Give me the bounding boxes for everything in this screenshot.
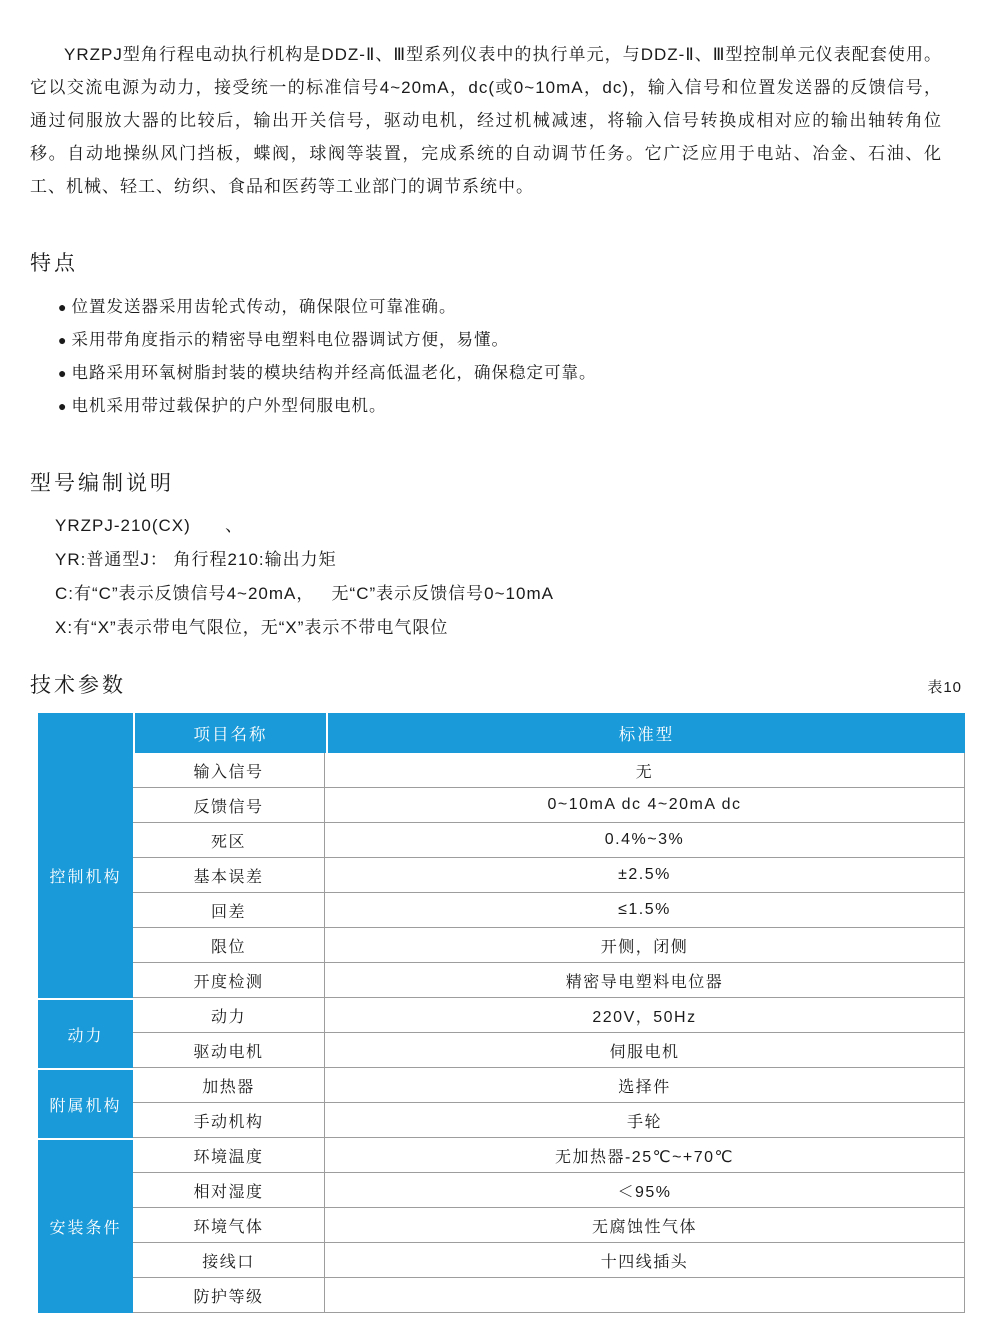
table-row bbox=[133, 893, 965, 928]
bullet-icon: ● bbox=[58, 398, 68, 414]
table-row bbox=[133, 858, 965, 893]
features-title: 特点 bbox=[30, 252, 78, 275]
spec-table-group-column bbox=[38, 713, 133, 1313]
spec-table-rows bbox=[133, 713, 965, 1313]
table-row bbox=[133, 1173, 965, 1208]
features-list bbox=[58, 291, 1000, 423]
table-row bbox=[133, 963, 965, 998]
row-label: 防护等级 bbox=[193, 1288, 264, 1306]
feature-item bbox=[58, 357, 1000, 390]
row-label: 加热器 bbox=[202, 1078, 255, 1096]
model-line: YRZPJ-210(CX) 、 bbox=[55, 516, 244, 535]
row-value: 无加热器-25℃~+70℃ bbox=[324, 1138, 964, 1172]
table-row bbox=[133, 753, 965, 788]
table-row bbox=[133, 1278, 965, 1313]
row-label: 输入信号 bbox=[193, 763, 264, 781]
table-row bbox=[133, 1033, 965, 1068]
row-label: 回差 bbox=[210, 903, 246, 921]
intro-paragraph: YRZPJ型角行程电动执行机构是DDZ-Ⅱ、Ⅲ型系列仪表中的执行单元，与DDZ-Ⅱ、Ⅲ型控制单元仪表配套使用。它以交流电源为动力，接受统一的标准信号4~20mA，dc(或0~10mA，dc)，输入信号和位置发送器的反馈信号，通过伺服放大器的比较后，输出开关信号，驱动电机，经过机械减速，将输入信号转换成相对应的输出轴转角位移。自动地操纵风门挡板，蝶阀，球阀等装置，完成系统的自动调节任务。它广泛应用于电站、冶金、石油、化工、机械、轻工、纺织、食品和医药等工业部门的调节系统中。 bbox=[30, 45, 942, 196]
row-label: 死区 bbox=[210, 833, 246, 851]
row-value: 0.4%~3% bbox=[324, 823, 964, 857]
row-label: 开度检测 bbox=[193, 973, 264, 991]
bullet-icon: ● bbox=[58, 332, 68, 348]
row-value: 手轮 bbox=[324, 1103, 964, 1137]
row-value: 无 bbox=[324, 753, 964, 787]
row-value: 无腐蚀性气体 bbox=[324, 1208, 964, 1242]
model-line: X:有“X”表示带电气限位，无“X”表示不带电气限位 bbox=[55, 618, 449, 637]
feature-text: 电机采用带过载保护的户外型伺服电机。 bbox=[71, 397, 387, 415]
group-label-control-mechanism: 控制机构 bbox=[49, 869, 122, 886]
table-row bbox=[133, 1068, 965, 1103]
row-value bbox=[324, 1278, 964, 1312]
table-number: 表10 bbox=[927, 679, 962, 696]
bullet-icon: ● bbox=[58, 299, 68, 315]
model-coding-title: 型号编制说明 bbox=[30, 472, 174, 495]
row-label: 相对湿度 bbox=[193, 1183, 264, 1201]
feature-text: 位置发送器采用齿轮式传动，确保限位可靠准确。 bbox=[71, 298, 457, 316]
table-row bbox=[133, 1138, 965, 1173]
table-row bbox=[133, 788, 965, 823]
table-row bbox=[133, 823, 965, 858]
row-value: ≤1.5% bbox=[324, 893, 964, 927]
row-value: 伺服电机 bbox=[324, 1033, 964, 1067]
row-label: 反馈信号 bbox=[193, 798, 264, 816]
feature-item bbox=[58, 291, 1000, 324]
model-line: YR:普通型J： 角行程210:输出力矩 bbox=[55, 550, 337, 569]
row-value: 0~10mA dc 4~20mA dc bbox=[324, 788, 964, 822]
spec-table-header bbox=[133, 713, 965, 753]
feature-item bbox=[58, 324, 1000, 357]
table-row bbox=[133, 1208, 965, 1243]
table-row bbox=[133, 1243, 965, 1278]
table-row bbox=[133, 928, 965, 963]
table-row bbox=[133, 1103, 965, 1138]
row-label: 接线口 bbox=[202, 1253, 255, 1271]
row-value: 开侧，闭侧 bbox=[324, 928, 964, 962]
row-label: 环境温度 bbox=[193, 1148, 264, 1166]
row-value: ＜95% bbox=[324, 1173, 964, 1207]
model-coding-lines bbox=[55, 509, 1000, 645]
row-label: 环境气体 bbox=[193, 1218, 264, 1236]
bullet-icon: ● bbox=[58, 365, 68, 381]
table-row bbox=[133, 998, 965, 1033]
group-label-accessories: 附属机构 bbox=[38, 1068, 133, 1138]
specs-heading-row bbox=[30, 669, 962, 699]
column-header-standard: 标准型 bbox=[326, 713, 965, 753]
feature-item bbox=[58, 390, 1000, 423]
row-label: 动力 bbox=[210, 1008, 246, 1026]
row-value: 选择件 bbox=[324, 1068, 964, 1102]
group-label-installation: 安装条件 bbox=[38, 1138, 133, 1313]
row-label: 驱动电机 bbox=[193, 1043, 264, 1061]
row-label: 手动机构 bbox=[193, 1113, 264, 1131]
row-label: 基本误差 bbox=[193, 868, 264, 886]
row-label: 限位 bbox=[210, 938, 246, 956]
row-value: 精密导电塑料电位器 bbox=[324, 963, 964, 997]
column-header-item: 项目名称 bbox=[193, 726, 268, 744]
group-label-power: 动力 bbox=[38, 998, 133, 1068]
group-header-spacer bbox=[38, 713, 133, 753]
row-value: 220V，50Hz bbox=[324, 998, 964, 1032]
row-value: ±2.5% bbox=[324, 858, 964, 892]
spec-table bbox=[38, 713, 965, 1313]
specs-title: 技术参数 bbox=[30, 674, 126, 697]
feature-text: 采用带角度指示的精密导电塑料电位器调试方便，易懂。 bbox=[71, 331, 509, 349]
row-value: 十四线插头 bbox=[324, 1243, 964, 1277]
feature-text: 电路采用环氧树脂封装的模块结构并经高低温老化，确保稳定可靠。 bbox=[71, 364, 597, 382]
model-line: C:有“C”表示反馈信号4~20mA， 无“C”表示反馈信号0~10mA bbox=[55, 584, 554, 603]
